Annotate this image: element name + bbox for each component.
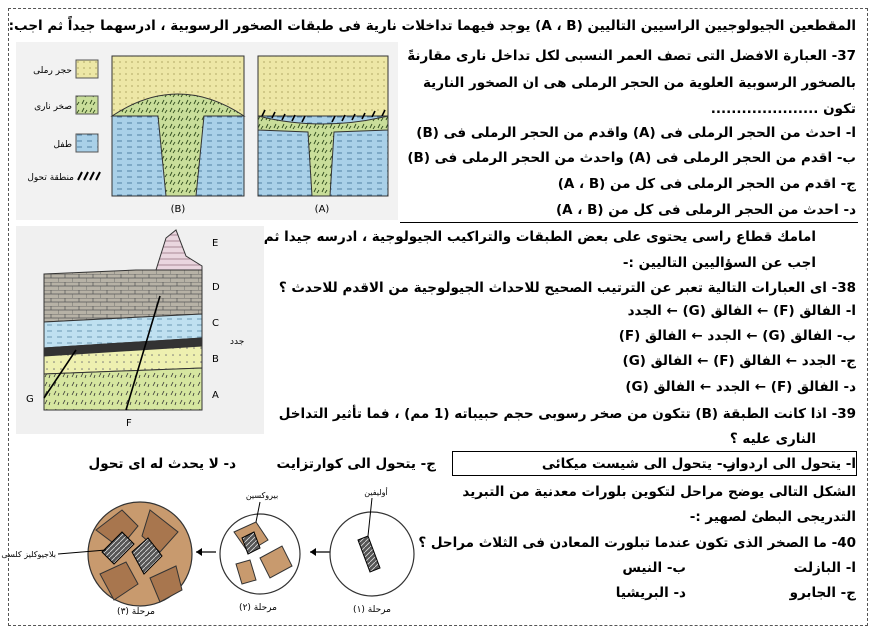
cross-section-figure [16,226,264,434]
stage-2 [220,491,300,613]
section-a [258,56,388,215]
q39-options-box [452,451,857,476]
q37-option-b[interactable]: ب- اقدم من الحجر الرملى فى (A) واحدث من الحجر الرملى فى (B) [407,150,856,166]
mineral-olivine: أوليفين [364,488,388,497]
stage-2-label: مرحلة (٢) [239,603,277,613]
dyke-label: جدد [230,337,245,347]
label-section-b: (B) [170,204,186,215]
layer-label-b: B [212,354,219,365]
q37-option-d[interactable]: د- احدث من الحجر الرملى فى كل من (A ، B) [555,202,856,218]
legend-sandstone: حجر رملى [33,66,72,76]
intrusion-figure [16,42,398,220]
stage-1-label: مرحلة (١) [353,605,391,615]
layer-label-e: E [212,238,219,249]
crystallization-figure [1,482,426,622]
stage-1 [330,487,414,615]
intro-text: المقطعين الجيولوجيين الراسيين التاليين (A ، B) يوجد فيهما تداخلات نارية فى طبقات الصخور الرسوبية ، ادرسهما جيداً ثم اجب: [8,18,856,34]
q37-line-2: بالصخور الرسوبية العلوية من الحجر الرملى هى ان الصخور النارية [422,75,856,91]
stage-3-label: مرحلة (٣) [117,607,155,617]
section3-line-1: الشكل التالى يوضح مراحل لتكوين بلورات معدنية من التبريد [462,484,856,500]
layer-label-c: C [212,318,219,329]
q38-option-b[interactable]: ب- الفالق (G) ← الجدد ← الفالق (F) [618,328,856,344]
legend-metamorphic-zone: منطقة تحول [27,173,74,183]
fault-label-g: G [26,394,34,405]
q40-option-b[interactable]: ب- النيس [622,560,686,576]
q40-option-d[interactable]: د- البريشيا [615,585,686,601]
q38-option-d[interactable]: د- الفالق (F) ← الجدد ← الفالق (G) [625,379,856,395]
q40-option-c[interactable]: ج- الجابرو [789,585,856,601]
q38-stem: 38- اى العبارات التالية تعبر عن الترتيب الصحيح للاحداث الجيولوجية من الاقدم للاحدث ؟ [278,280,856,296]
section-b [112,56,244,215]
mineral-pyroxene: بيروكسين [245,491,279,500]
legend-shale: طفل [53,140,72,150]
q39-line-1: 39- اذا كانت الطبقة (B) تتكون من صخر رسوبى حجم حبيباته (1 مم) ، فما تأثير التداخل [278,406,856,422]
q39-option-d[interactable]: د- لا يحدث له اى تحول [88,456,236,472]
section3-line-2: التدريجى البطئ لصهير :- [689,509,856,525]
q40-stem: 40- ما الصخر الذى تكون عندما تبلورت المعادن فى الثلاث مراحل ؟ [418,535,856,551]
layer-label-d: D [212,282,220,293]
mineral-plagioclase: بلاجيوكليز كلسى [1,550,56,559]
q39-option-c[interactable]: ج- يتحول الى كوارتزايت [276,456,436,472]
section2-line-2: اجب عن السؤاليين التاليين :- [622,255,816,271]
q39-option-a[interactable]: ا- يتحول الى اردواز [727,456,856,472]
q38-option-c[interactable]: ج- الجدد ← الفالق (F) ← الفالق (G) [622,353,856,369]
legend-igneous: صخر نارى [34,102,72,112]
q39-line-2: النارى عليه ؟ [729,431,816,447]
stage-3 [1,502,192,617]
label-section-a: (A) [314,204,330,215]
section2-line-1: امامك قطاع راسى يحتوى على بعض الطبقات والتراكيب الجيولوجية ، ادرسه جيدا ثم [263,229,816,245]
q39-option-b[interactable]: ب- يتحول الى شيست ميكائى [541,456,736,472]
layer-label-a: A [212,390,219,401]
fault-label-f: F [126,418,132,429]
q40-option-a[interactable]: ا- البازلت [793,560,856,576]
q37-option-a[interactable]: ا- احدث من الحجر الرملى فى (A) واقدم من الحجر الرملى فى (B) [416,125,856,141]
q37-option-c[interactable]: ج- اقدم من الحجر الرملى فى كل من (A ، B) [557,176,856,192]
q37-line-3: تكون ..................... [710,101,856,117]
divider-1 [400,222,858,223]
q37-line-1: 37- العبارة الافضل التى تصف العمر النسبى لكل تداخل نارى مقارنةً [407,48,856,64]
q38-option-a[interactable]: ا- الفالق (F) ← الفالق (G) ← الجدد [627,303,856,319]
